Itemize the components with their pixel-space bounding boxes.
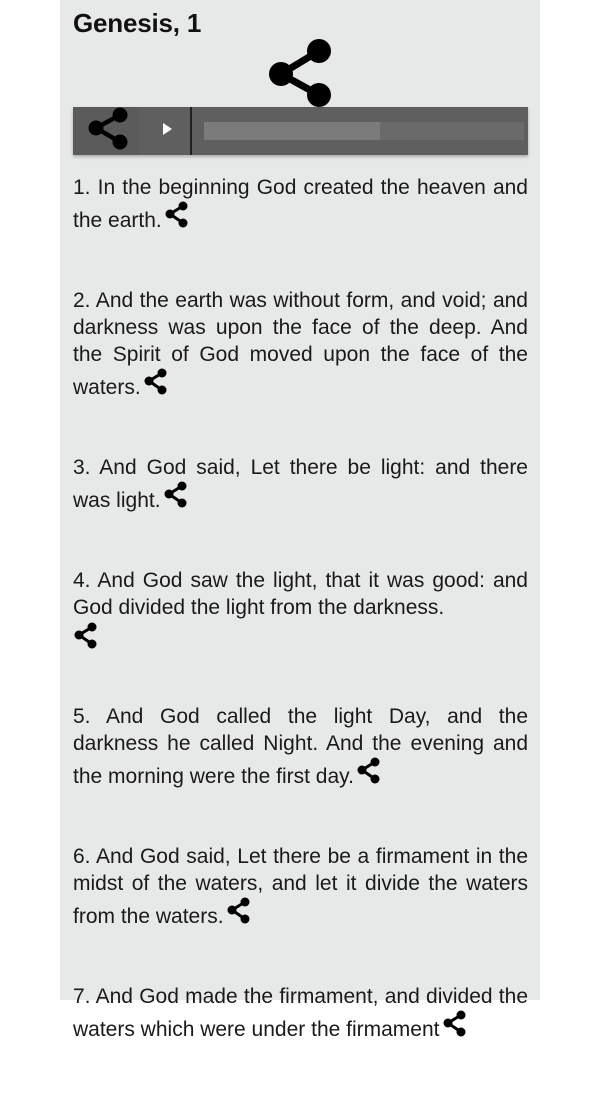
share-icon[interactable] <box>442 1010 468 1038</box>
verse-text: 4. And God saw the light, that it was good: and God divided the light from the darkness. <box>73 569 528 619</box>
play-icon[interactable] <box>157 119 177 139</box>
share-icon[interactable] <box>164 201 190 229</box>
player-divider <box>190 107 192 155</box>
verse-text: 7. And God made the firmament, and divided the waters which were under the firmament <box>73 985 528 1041</box>
verse-3 <box>73 454 528 514</box>
share-icon[interactable] <box>143 368 169 396</box>
page <box>60 0 540 1041</box>
share-icon[interactable] <box>163 481 189 509</box>
progress-bar[interactable] <box>204 122 524 140</box>
verse-7 <box>73 983 528 1043</box>
verse-list <box>73 174 528 1096</box>
audio-player <box>73 107 528 155</box>
share-icon[interactable] <box>226 897 252 925</box>
verse-6 <box>73 843 528 930</box>
verse-text: 2. And the earth was without form, and void; and darkness was upon the face of the deep. And the Spirit of God moved upon the face of the waters. <box>73 289 528 399</box>
verse-1 <box>73 174 528 234</box>
verse-text: 3. And God said, Let there be light: and there was light. <box>73 456 528 512</box>
verse-5 <box>73 703 528 790</box>
share-icon[interactable] <box>73 622 101 650</box>
verse-4 <box>73 567 528 650</box>
verse-text: 5. And God called the light Day, and the darkness he called Night. And the evening and the morning were the first day. <box>73 705 528 788</box>
verse-text: 6. And God said, Let there be a firmament in the midst of the waters, and let it divide the waters from the waters. <box>73 845 528 928</box>
player-share-cell <box>73 107 139 155</box>
verse-text: 1. In the beginning God created the heaven and the earth. <box>73 176 528 232</box>
share-icon[interactable] <box>356 757 382 785</box>
share-icon[interactable] <box>87 108 129 150</box>
page-title: Genesis, 1 <box>73 8 202 38</box>
progress-fill <box>204 122 380 140</box>
share-chapter-icon[interactable] <box>267 39 333 107</box>
verse-2 <box>73 287 528 401</box>
